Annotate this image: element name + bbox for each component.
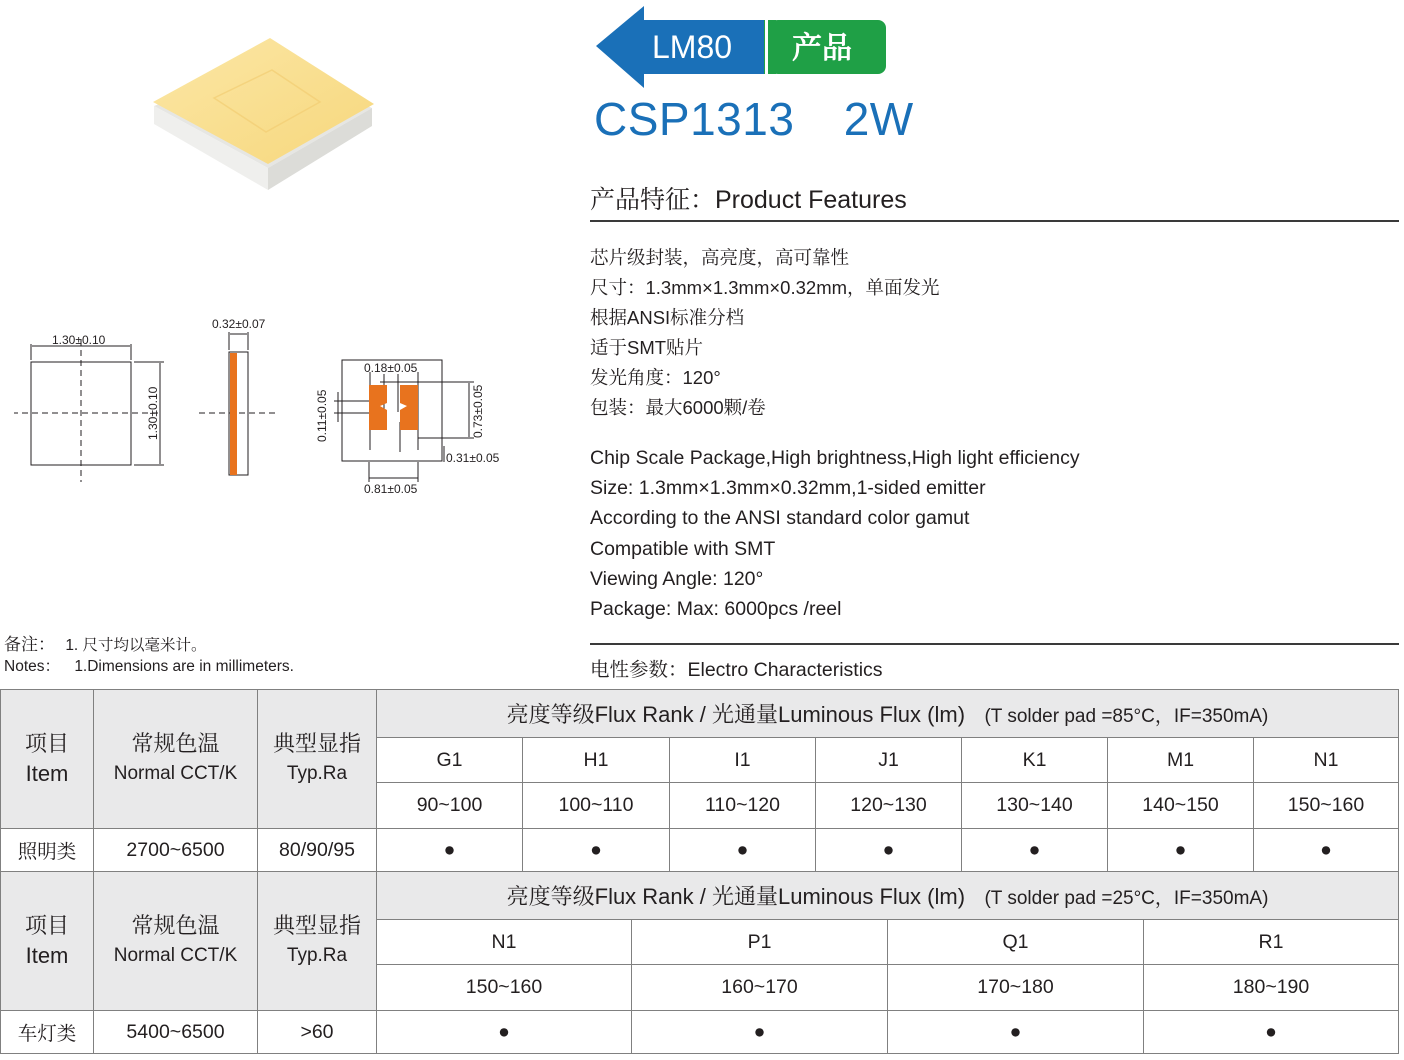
feature-en-item: Size: 1.3mm×1.3mm×0.32mm,1-sided emitter bbox=[590, 477, 986, 500]
row-cct: 2700~6500 bbox=[94, 829, 258, 872]
features-title: 产品特征：Product Features bbox=[590, 186, 907, 214]
availability-dot: ● bbox=[377, 1011, 632, 1054]
product-title bbox=[594, 92, 914, 146]
notes-en bbox=[4, 654, 294, 676]
rank-code: H1 bbox=[523, 738, 670, 783]
flux-table-lighting bbox=[0, 689, 1399, 872]
dim-side-thickness: 0.32±0.07 bbox=[212, 317, 266, 331]
notes-en-label: Notes： bbox=[4, 658, 60, 675]
electro-title: 电性参数：Electro Characteristics bbox=[590, 659, 883, 681]
notes-en-text: 1.Dimensions are in millimeters. bbox=[74, 658, 294, 675]
dim-pad-slot: 0.11±0.05 bbox=[315, 389, 329, 442]
dimension-drawing bbox=[14, 312, 524, 502]
flux-range: 150~160 bbox=[377, 965, 632, 1011]
ra-cn: 典型显指 bbox=[272, 913, 361, 938]
item-cn: 项目 bbox=[24, 913, 69, 938]
flux-range: 170~180 bbox=[888, 965, 1144, 1011]
power-rating: 2W bbox=[843, 93, 914, 145]
rank-code: Q1 bbox=[888, 920, 1144, 965]
flux-range: 150~160 bbox=[1254, 783, 1399, 829]
electro-divider bbox=[590, 643, 1399, 645]
ra-en: Typ.Ra bbox=[286, 763, 348, 784]
feature-cn-item: 尺寸：1.3mm×1.3mm×0.32mm，单面发光 bbox=[590, 277, 940, 298]
flux-range: 110~120 bbox=[670, 783, 816, 829]
feature-en-item: Compatible with SMT bbox=[590, 537, 776, 560]
row-cct: 5400~6500 bbox=[94, 1011, 258, 1054]
lm80-badge bbox=[596, 6, 896, 90]
availability-dot: ● bbox=[670, 829, 816, 872]
dim-pad-height: 0.73±0.05 bbox=[471, 384, 485, 438]
cct-en: Normal CCT/K bbox=[113, 763, 238, 784]
row-label-lighting: 照明类 bbox=[1, 829, 94, 872]
ra-en: Typ.Ra bbox=[286, 945, 348, 966]
dim-pad-width: 0.31±0.05 bbox=[446, 451, 500, 465]
notes-cn-text: 1. 尺寸均以毫米计。 bbox=[65, 637, 207, 654]
availability-dot: ● bbox=[1144, 1011, 1399, 1054]
rank-code: R1 bbox=[1144, 920, 1399, 965]
availability-dot: ● bbox=[962, 829, 1108, 872]
header-item bbox=[1, 872, 94, 1011]
availability-dot: ● bbox=[1254, 829, 1399, 872]
header-ra bbox=[258, 690, 377, 829]
badge-lm80-label: LM80 bbox=[652, 29, 733, 65]
dim-top-height: 1.30±0.10 bbox=[146, 386, 160, 440]
availability-dot: ● bbox=[888, 1011, 1144, 1054]
feature-en-item: Chip Scale Package,High brightness,High light efficiency bbox=[590, 447, 1080, 469]
row-ra: >60 bbox=[258, 1011, 377, 1054]
dim-pads-span: 0.81±0.05 bbox=[364, 482, 418, 496]
features-divider bbox=[590, 220, 1399, 222]
header-cct bbox=[94, 872, 258, 1011]
availability-dot: ● bbox=[632, 1011, 888, 1054]
flux-range: 120~130 bbox=[816, 783, 962, 829]
flux-rank-header bbox=[377, 690, 1399, 738]
flux-range: 90~100 bbox=[377, 783, 523, 829]
feature-cn-item: 包装：最大6000颗/卷 bbox=[590, 397, 766, 418]
features-en-list bbox=[590, 443, 1080, 624]
flux-rank-title: 亮度等级Flux Rank / 光通量Luminous Flux (lm) bbox=[506, 702, 966, 727]
dim-top-width: 1.30±0.10 bbox=[52, 333, 106, 347]
flux-range: 130~140 bbox=[962, 783, 1108, 829]
rank-code: J1 bbox=[816, 738, 962, 783]
flux-range: 100~110 bbox=[523, 783, 670, 829]
item-en: Item bbox=[25, 761, 69, 786]
feature-cn-item: 芯片级封装，高亮度，高可靠性 bbox=[590, 247, 850, 268]
row-ra: 80/90/95 bbox=[258, 829, 377, 872]
cct-cn: 常规色温 bbox=[131, 731, 220, 756]
availability-dot: ● bbox=[377, 829, 523, 872]
ra-cn: 典型显指 bbox=[272, 731, 361, 756]
header-cct bbox=[94, 690, 258, 829]
flux-rank-header bbox=[377, 872, 1399, 920]
availability-dot: ● bbox=[1108, 829, 1254, 872]
header-item bbox=[1, 690, 94, 829]
rank-code: M1 bbox=[1108, 738, 1254, 783]
feature-cn-item: 根据ANSI标准分档 bbox=[590, 307, 745, 328]
cct-en: Normal CCT/K bbox=[113, 945, 238, 966]
model-name: CSP1313 bbox=[594, 93, 795, 145]
feature-cn-item: 发光角度：120° bbox=[590, 367, 721, 388]
item-en: Item bbox=[25, 943, 69, 968]
feature-cn-item: 适于SMT贴片 bbox=[590, 337, 704, 358]
flux-range: 160~170 bbox=[632, 965, 888, 1011]
dim-pad-gap: 0.18±0.05 bbox=[364, 361, 418, 375]
product-image bbox=[150, 34, 376, 192]
availability-dot: ● bbox=[816, 829, 962, 872]
feature-en-item: According to the ANSI standard color gamut bbox=[590, 507, 970, 530]
flux-rank-condition: (T solder pad =85°C，IF=350mA) bbox=[984, 706, 1269, 727]
availability-dot: ● bbox=[523, 829, 670, 872]
feature-en-item: Package: Max: 6000pcs /reel bbox=[590, 598, 842, 621]
flux-rank-condition: (T solder pad =25°C，IF=350mA) bbox=[984, 888, 1269, 909]
item-cn: 项目 bbox=[24, 731, 69, 756]
header-ra bbox=[258, 872, 377, 1011]
flux-range: 180~190 bbox=[1144, 965, 1399, 1011]
badge-product-label: 产品 bbox=[792, 31, 852, 66]
flux-table-automotive bbox=[0, 871, 1399, 1054]
rank-code: N1 bbox=[377, 920, 632, 965]
cct-cn: 常规色温 bbox=[131, 913, 220, 938]
rank-code: N1 bbox=[1254, 738, 1399, 783]
rank-code: G1 bbox=[377, 738, 523, 783]
rank-code: I1 bbox=[670, 738, 816, 783]
rank-code: P1 bbox=[632, 920, 888, 965]
notes-cn bbox=[4, 630, 207, 655]
flux-rank-title: 亮度等级Flux Rank / 光通量Luminous Flux (lm) bbox=[506, 884, 966, 909]
flux-range: 140~150 bbox=[1108, 783, 1254, 829]
rank-code: K1 bbox=[962, 738, 1108, 783]
feature-en-item: Viewing Angle: 120° bbox=[590, 567, 764, 590]
row-label-automotive: 车灯类 bbox=[1, 1011, 94, 1054]
notes-cn-label: 备注： bbox=[4, 635, 55, 654]
features-cn-list bbox=[590, 243, 940, 423]
